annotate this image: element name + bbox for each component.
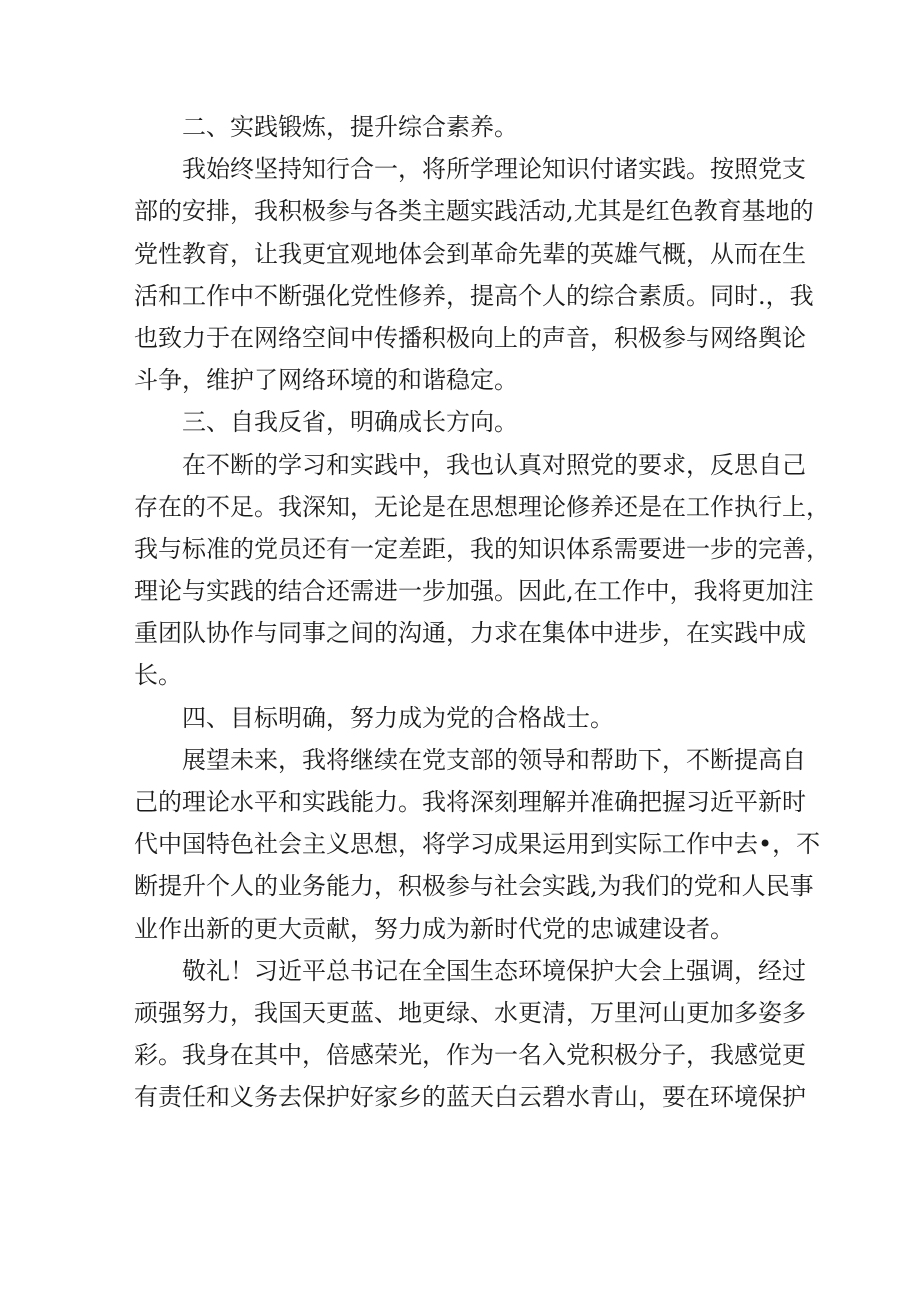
document-body [134, 106, 830, 1119]
text-line: 敬礼！习近平总书记在全国生态环境保护大会上强调，经过 [182, 956, 806, 985]
text-line: 长。 [134, 661, 182, 690]
paragraph [134, 444, 830, 697]
text-line: 二、实践锻炼，提升综合素养。 [182, 113, 518, 141]
text-line: 斗争，维护了网络环境的和谐稳定。 [134, 366, 518, 395]
text-line: 断提升个人的业务能力，积极参与社会实践,为我们的党和人民事 [134, 872, 814, 901]
text-line: 业作出新的更大贡献，努力成为新时代党的忠诚建设者。 [134, 914, 734, 943]
text-line: 部的安排，我积极参与各类主题实践活动,尤其是红色教育基地的 [134, 197, 814, 226]
text-line: 四、目标明确，努力成为党的合格战士。 [182, 703, 614, 732]
text-line: 重团队协作与同事之间的沟通，力求在集体中进步，在实践中成 [134, 619, 806, 648]
text-line: 顽强努力，我国天更蓝、地更绿、水更清，万里河山更加多姿多 [134, 998, 806, 1027]
text-line: 代中国特色社会主义思想，将学习成果运用到实际工作中去•，不 [134, 830, 821, 859]
text-line: 己的理论水平和实践能力。我将深刻理解并准确把握习近平新时 [134, 788, 806, 816]
text-line: 也致力于在网络空间中传播积极向上的声音，积极参与网络舆论 [134, 323, 806, 352]
text-line: 彩。我身在其中，倍感荣光，作为一名入党积极分子，我感觉更 [134, 1041, 806, 1070]
section-heading [134, 697, 794, 739]
text-line: 我与标准的党员还有一定差距，我的知识体系需要进一步的完善， [134, 534, 830, 563]
text-line: 活和工作中不断强化党性修养，提高个人的综合素质。同时.，我 [134, 281, 814, 310]
text-line: 展望未来，我将继续在党支部的领导和帮助下，不断提高自 [182, 745, 806, 774]
section-heading [134, 106, 794, 148]
text-line: 三、自我反省，明确成长方向。 [182, 408, 518, 437]
text-line: 存在的不足。我深知，无论是在思想理论修养还是在工作执行上， [134, 492, 830, 521]
text-line: 在不断的学习和实践中，我也认真对照党的要求，反思自己 [182, 450, 806, 479]
text-line: 理论与实践的结合还需进一步加强。因此,在工作中，我将更加注 [134, 577, 814, 606]
section-heading [134, 401, 794, 443]
text-line: 党性教育，让我更宜观地体会到革命先辈的英雄气概，从而在生 [134, 239, 806, 268]
paragraph [134, 950, 806, 1119]
paragraph [134, 739, 821, 950]
paragraph [134, 148, 814, 401]
text-line: 我始终坚持知行合一，将所学理论知识付诸实践。按照党支 [182, 155, 806, 184]
text-line: 有责任和义务去保护好家乡的蓝天白云碧水青山，要在环境保护 [134, 1083, 806, 1112]
